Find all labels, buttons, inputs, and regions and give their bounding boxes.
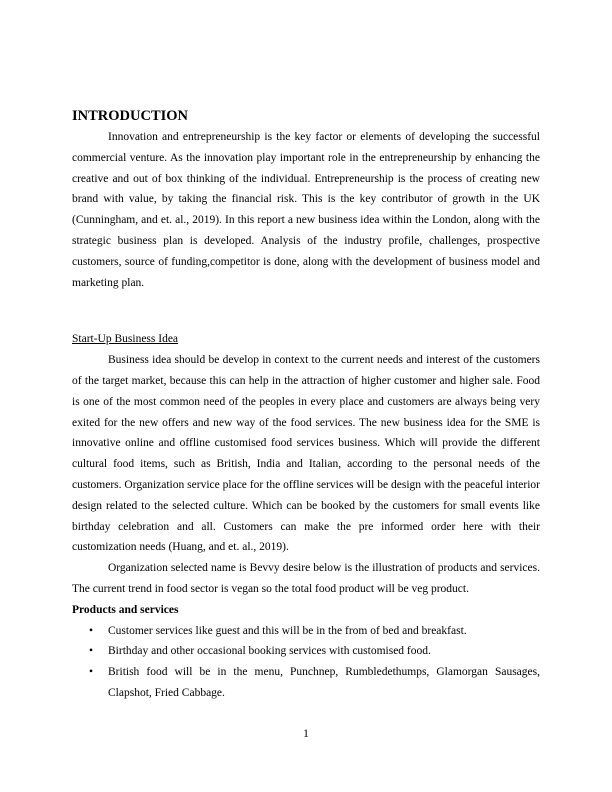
bullet-icon: • xyxy=(89,624,94,637)
products-heading: Products and services xyxy=(72,603,179,616)
page-content xyxy=(72,107,540,704)
startup-paragraph-1: Business idea should be develop in context to the current needs and interest of the customers of the target market, because this can help in the attraction of higher customer and higher sale. Food is one of the most common need of the peoples in every place and customers are always being very exited for the new offers and new way of the food services. The new business idea for the SME is innovative online and offline customised food services business. Which will provide the different cultural food items, such as British, India and Italian, according to the personal needs of the customers. Organization service place for the offline services will be design with the peaceful interior design related to the selected culture. Which can be booked by the customers for small events like birthday celebration and all. Customers can make the pre informed order here with their customization needs (Huang, and et. al., 2019). xyxy=(72,354,540,554)
list-item-text: Customer services like guest and this will be in the from of bed and breakfast. xyxy=(108,624,467,637)
list-item xyxy=(72,662,540,704)
list-item-text: British food will be in the menu, Punchnep, Rumbledethumps, Glamorgan Sausages, Clapshot, Fried Cabbage. xyxy=(108,666,540,699)
introduction-heading: INTRODUCTION xyxy=(72,108,189,124)
bullet-icon: • xyxy=(89,666,94,679)
list-item xyxy=(72,641,540,662)
bullet-icon: • xyxy=(89,645,94,658)
list-item-text: Birthday and other occasional booking services with customised food. xyxy=(108,645,431,658)
startup-paragraph-2: Organization selected name is Bevvy desire below is the illustration of products and services. The current trend in food sector is vegan so the total food product will be veg product. xyxy=(72,562,540,595)
introduction-paragraph: Innovation and entrepreneurship is the key factor or elements of developing the successful commercial venture. As the innovation play important role in the entrepreneurship by enhancing the creative and out of box thinking of the individual. Entrepreneurship is the process of creating new brand with value, by taking the financial risk. This is the key contributor of growth in the UK (Cunningham, and et. al., 2019). In this report a new business idea within the London, along with the strategic business plan is developed. Analysis of the industry profile, challenges, prospective customers, source of funding,competitor is done, along with the development of business model and marketing plan. xyxy=(72,131,540,289)
products-list xyxy=(72,621,540,704)
startup-heading: Start-Up Business Idea xyxy=(72,333,179,346)
list-item xyxy=(72,621,540,642)
page-number: 1 xyxy=(303,728,309,740)
